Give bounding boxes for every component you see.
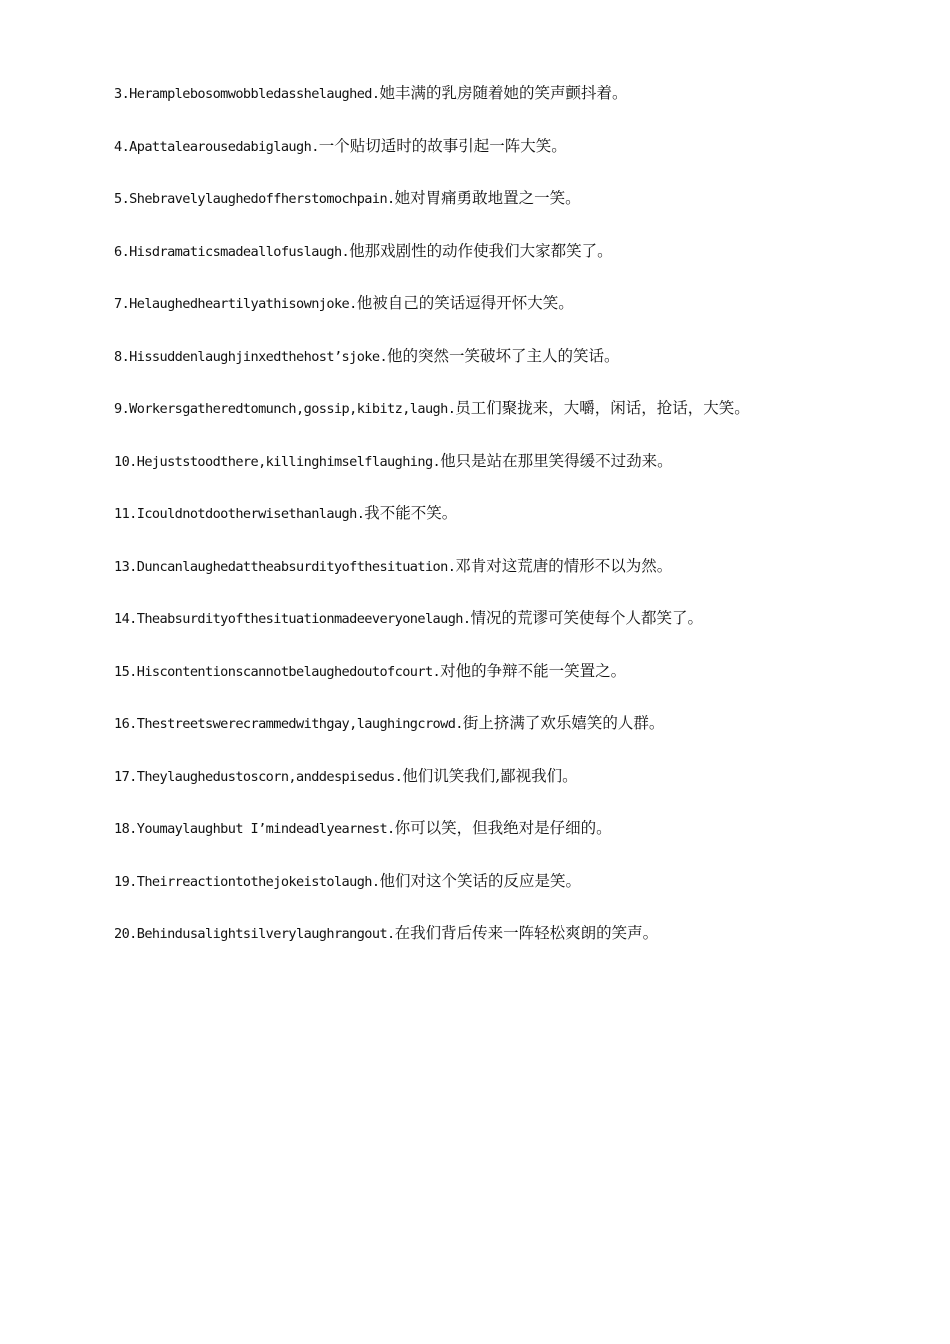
- chinese-translation: 她对胃痛勇敢地置之一笑。: [394, 189, 581, 207]
- english-sentence: 11.Icouldnotdootherwisethanlaugh.: [114, 506, 365, 522]
- chinese-translation: 一个贴切适时的故事引起一阵大笑。: [318, 136, 567, 155]
- chinese-translation: 我不能不笑。: [364, 504, 458, 522]
- english-sentence: 20.Behindusalightsilverylaughrangout.: [114, 926, 395, 942]
- sentence-item: [114, 660, 914, 713]
- english-sentence: 4.Apattalearousedabiglaugh.: [114, 138, 319, 155]
- sentence-item: [114, 187, 914, 240]
- english-sentence: 6.Hisdramaticsmadeallofuslaugh.: [114, 243, 350, 260]
- english-sentence: 9.Workersgatheredtomunch,gossip,kibitz,laugh.: [114, 401, 456, 417]
- sentence-item: [114, 712, 914, 765]
- sentence-item: [114, 82, 914, 135]
- english-sentence: 13.Duncanlaughedattheabsurdityofthesituation.: [114, 558, 456, 575]
- sentence-item: [114, 765, 914, 818]
- chinese-translation: 她丰满的乳房随着她的笑声颤抖着。: [379, 84, 628, 102]
- english-sentence: 5.Shebravelylaughedoffherstomochpain.: [114, 191, 395, 207]
- sentence-item: [114, 502, 914, 555]
- english-sentence: 19.Theirreactiontothejokeistolaugh.: [114, 873, 380, 890]
- english-sentence: 10.Hejuststoodthere,killinghimselflaughing.: [114, 453, 441, 470]
- english-sentence: 15.Hiscontentionscannotbelaughedoutofcourt.: [114, 663, 441, 680]
- chinese-translation: 他被自己的笑话逗得开怀大笑。: [356, 294, 574, 312]
- chinese-translation: 他那戏剧性的动作使我们大家都笑了。: [349, 241, 613, 260]
- english-sentence: 17.Theylaughedustoscorn,anddespisedus.: [114, 768, 403, 785]
- english-sentence: 3.Heramplebosomwobbledasshelaughed.: [114, 86, 380, 102]
- sentence-item: [114, 555, 914, 608]
- sentence-item: [114, 922, 914, 975]
- english-sentence: 16.Thestreetswerecrammedwithgay,laughingcrowd.: [114, 716, 463, 732]
- sentence-item: [114, 135, 914, 188]
- english-sentence: 18.Youmaylaughbut I’mindeadlyearnest.: [114, 821, 395, 837]
- english-sentence: 8.Hissuddenlaughjinxedthehost’sjoke.: [114, 348, 388, 365]
- english-sentence: 14.Theabsurdityofthesituationmadeeveryonelaugh.: [114, 611, 471, 627]
- sentence-item: [114, 870, 914, 923]
- chinese-translation: 他们对这个笑话的反应是笑。: [379, 871, 581, 890]
- chinese-translation: 街上挤满了欢乐嬉笑的人群。: [462, 714, 665, 732]
- chinese-translation: 对他的争辩不能一笑置之。: [440, 661, 627, 680]
- chinese-translation: 你可以笑，但我绝对是仔细的。: [394, 819, 612, 837]
- chinese-translation: 他只是站在那里笑得缓不过劲来。: [440, 451, 673, 470]
- chinese-translation: 邓肯对这荒唐的情形不以为然。: [455, 556, 673, 575]
- sentence-item: [114, 607, 914, 660]
- sentence-item: [114, 345, 914, 398]
- sentence-list: [114, 82, 914, 975]
- chinese-translation: 在我们背后传来一阵轻松爽朗的笑声。: [394, 924, 659, 942]
- sentence-item: [114, 292, 914, 345]
- chinese-translation: 情况的荒谬可笑使每个人都笑了。: [470, 609, 703, 627]
- chinese-translation: 他的突然一笑破坏了主人的笑话。: [387, 346, 620, 365]
- chinese-translation: 他们讥笑我们,鄙视我们。: [402, 766, 578, 785]
- sentence-item: [114, 817, 914, 870]
- sentence-item: [114, 397, 914, 450]
- english-sentence: 7.Helaughedheartilyathisownjoke.: [114, 296, 357, 312]
- sentence-item: [114, 450, 914, 503]
- sentence-item: [114, 240, 914, 293]
- chinese-translation: 员工们聚拢来，大嚼，闲话，抢话，大笑。: [455, 399, 750, 417]
